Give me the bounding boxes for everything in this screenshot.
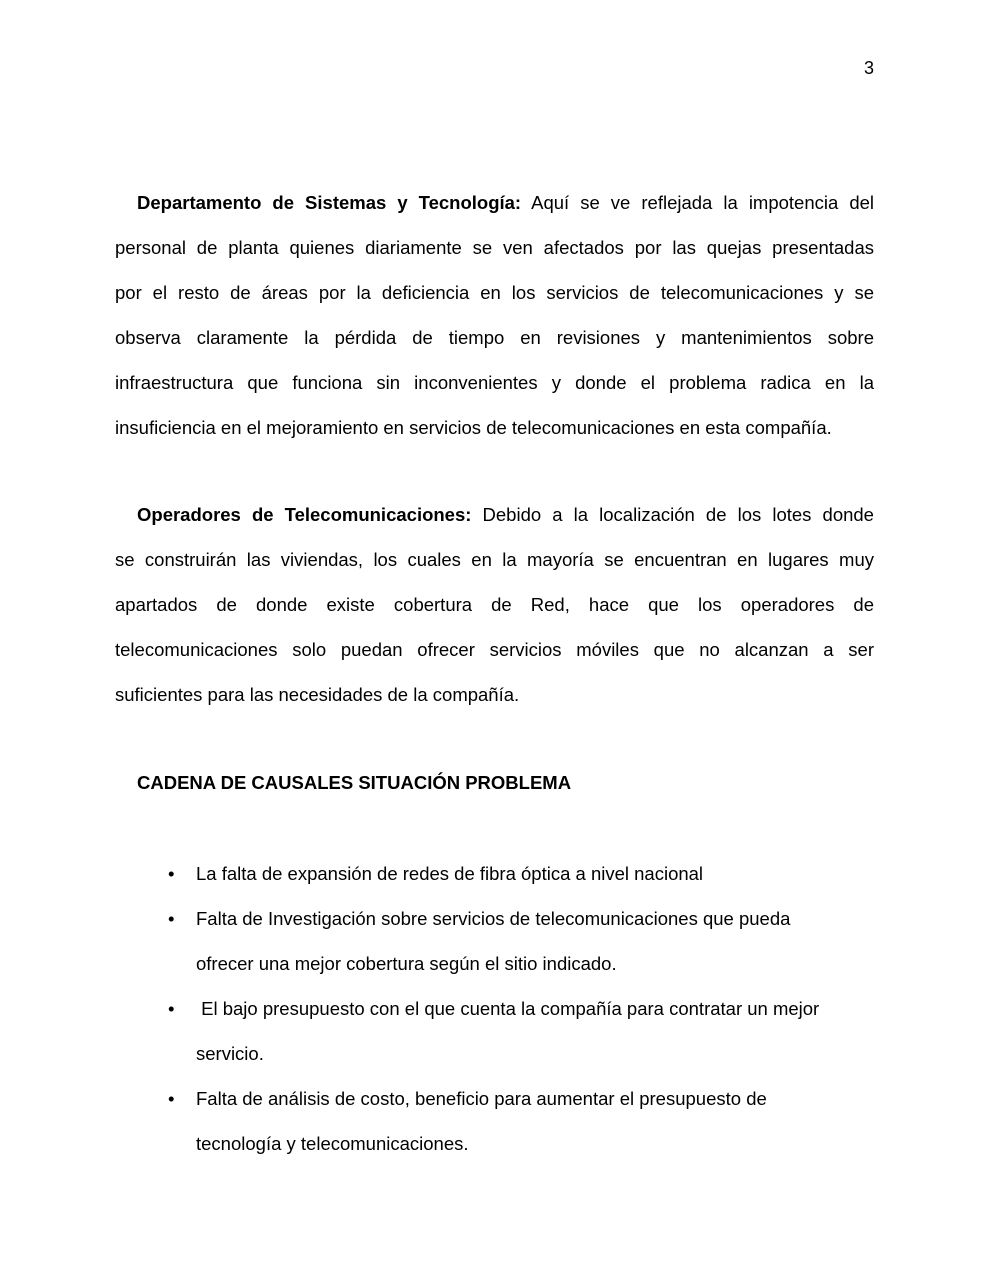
paragraph-line: infraestructura que funciona sin inconvenientes y donde el problema radica en la bbox=[115, 372, 874, 393]
bullet-icon: • bbox=[168, 863, 175, 884]
paragraph-line: suficientes para las necesidades de la compañía. bbox=[115, 684, 520, 705]
bullet-icon: • bbox=[168, 998, 175, 1019]
paragraph-sistemas bbox=[115, 180, 874, 450]
paragraph-line: Departamento de Sistemas y Tecnología: Aquí se ve reflejada la impotencia del bbox=[137, 192, 875, 213]
section-heading: CADENA DE CAUSALES SITUACIÓN PROBLEMA bbox=[137, 772, 572, 793]
list-item: • El bajo presupuesto con el que cuenta la compañía para contratar un mejor servicio. bbox=[168, 986, 868, 1076]
causes-list bbox=[168, 851, 868, 1166]
paragraph-line: apartados de donde existe cobertura de Red, hace que los operadores de bbox=[115, 594, 874, 615]
list-item: • Falta de Investigación sobre servicios de telecomunicaciones que pueda ofrecer una mejor cobertura según el sitio indicado. bbox=[168, 896, 868, 986]
paragraph-line: por el resto de áreas por la deficiencia en los servicios de telecomunicaciones y se bbox=[115, 282, 874, 303]
paragraph-lead: Departamento de Sistemas y Tecnología: bbox=[137, 192, 522, 213]
bullet-icon: • bbox=[168, 1088, 175, 1109]
paragraph-line: personal de planta quienes diariamente se ven afectados por las quejas presentadas bbox=[115, 237, 874, 258]
paragraph-line: observa claramente la pérdida de tiempo en revisiones y mantenimientos sobre bbox=[115, 327, 874, 348]
paragraph-line: insuficiencia en el mejoramiento en servicios de telecomunicaciones en esta compañía. bbox=[115, 417, 832, 438]
paragraph-line: Operadores de Telecomunicaciones: Debido a la localización de los lotes donde bbox=[137, 504, 874, 525]
paragraph-line: se construirán las viviendas, los cuales en la mayoría se encuentran en lugares muy bbox=[115, 549, 874, 570]
list-item: • Falta de análisis de costo, beneficio para aumentar el presupuesto de tecnología y telecomunicaciones. bbox=[168, 1076, 868, 1166]
paragraph-operadores bbox=[115, 492, 874, 717]
paragraph-line: telecomunicaciones solo puedan ofrecer servicios móviles que no alcanzan a ser bbox=[115, 639, 874, 660]
page-number: 3 bbox=[863, 58, 874, 78]
bullet-icon: • bbox=[168, 908, 175, 929]
paragraph-lead: Operadores de Telecomunicaciones: bbox=[137, 504, 472, 525]
list-item: • La falta de expansión de redes de fibra óptica a nivel nacional bbox=[168, 851, 868, 896]
